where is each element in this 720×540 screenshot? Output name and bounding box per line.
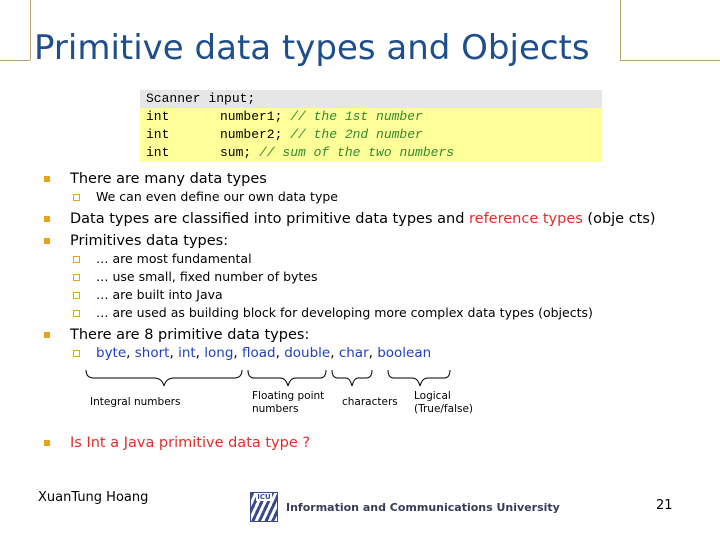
type-short: short — [134, 345, 170, 361]
page-number: 21 — [656, 498, 673, 513]
footer-author: XuanTung Hoang — [38, 490, 149, 505]
university-logo — [250, 492, 560, 522]
type-grouping-braces — [84, 368, 474, 428]
code-comment: // the 2nd number — [290, 127, 423, 142]
code-row-number1 — [140, 108, 602, 126]
code-comment: // the 1st number — [290, 109, 423, 124]
logo-text: Information and Communications University — [286, 500, 560, 514]
sub-bullet-item: … are most fundamental — [44, 250, 684, 268]
brace-lines — [84, 368, 464, 388]
title-rule-vertical — [30, 0, 31, 60]
type-fload: fload — [242, 345, 276, 361]
title-rule-right — [620, 0, 621, 60]
bullet-item: Primitives data types: — [44, 232, 684, 250]
type-int: int — [178, 345, 196, 361]
code-row-number2 — [140, 126, 602, 144]
char-brace — [332, 370, 372, 386]
icu-logo-icon — [250, 492, 278, 522]
code-keyword: int — [146, 145, 170, 160]
title-rule-left — [0, 60, 30, 61]
code-text: number2; — [220, 127, 291, 142]
code-row-sum — [140, 144, 602, 162]
sub-bullet-item: We can even define our own data type — [44, 188, 684, 206]
question-list — [44, 434, 684, 452]
floating-brace — [248, 370, 326, 386]
bullet-item: There are 8 primitive data types: — [44, 326, 684, 344]
logo-mark-text: ICU — [257, 493, 271, 501]
code-comment: // sum of the two numbers — [259, 145, 455, 160]
integral-label: Integral numbers — [90, 396, 181, 408]
characters-label: characters — [342, 396, 398, 408]
type-boolean: boolean — [377, 345, 432, 361]
type-byte: byte — [96, 345, 127, 361]
code-text: input; — [200, 91, 256, 106]
slide-title: Primitive data types and Objects — [34, 28, 590, 68]
title-rule-right-horizontal — [620, 60, 720, 61]
sub-bullet-item: … use small, fixed number of bytes — [44, 268, 684, 286]
code-keyword: int — [146, 127, 170, 142]
code-keyword: Scanner — [146, 91, 201, 106]
bullet-item: There are many data types — [44, 170, 684, 188]
code-row-scanner — [140, 90, 602, 108]
bullet-text: Data types are classified into primitive data types and — [70, 211, 470, 227]
bullet-text: (obje cts) — [582, 211, 656, 227]
floating-label: Floating point numbers — [252, 390, 325, 415]
type-double: double — [284, 345, 331, 361]
reference-types-highlight: reference types — [469, 211, 583, 227]
sub-bullet-item: … are used as building block for developing more complex data types (objects) — [44, 304, 684, 322]
boolean-brace — [388, 370, 450, 386]
code-block — [140, 90, 602, 162]
primitive-types-list: byte, short, int, long, fload, double, char, boolean — [44, 344, 684, 362]
code-keyword: int — [146, 109, 170, 124]
bullet-item — [44, 210, 684, 228]
question-bullet: Is Int a Java primitive data type ? — [44, 434, 684, 452]
sub-bullet-item: … are built into Java — [44, 286, 684, 304]
bullet-list — [44, 170, 684, 362]
code-text: number1; — [220, 109, 291, 124]
type-long: long — [204, 345, 234, 361]
type-char: char — [338, 345, 369, 361]
code-text: sum; — [220, 145, 260, 160]
logical-label: Logical (True/false) — [414, 390, 474, 415]
integral-brace — [86, 370, 242, 386]
